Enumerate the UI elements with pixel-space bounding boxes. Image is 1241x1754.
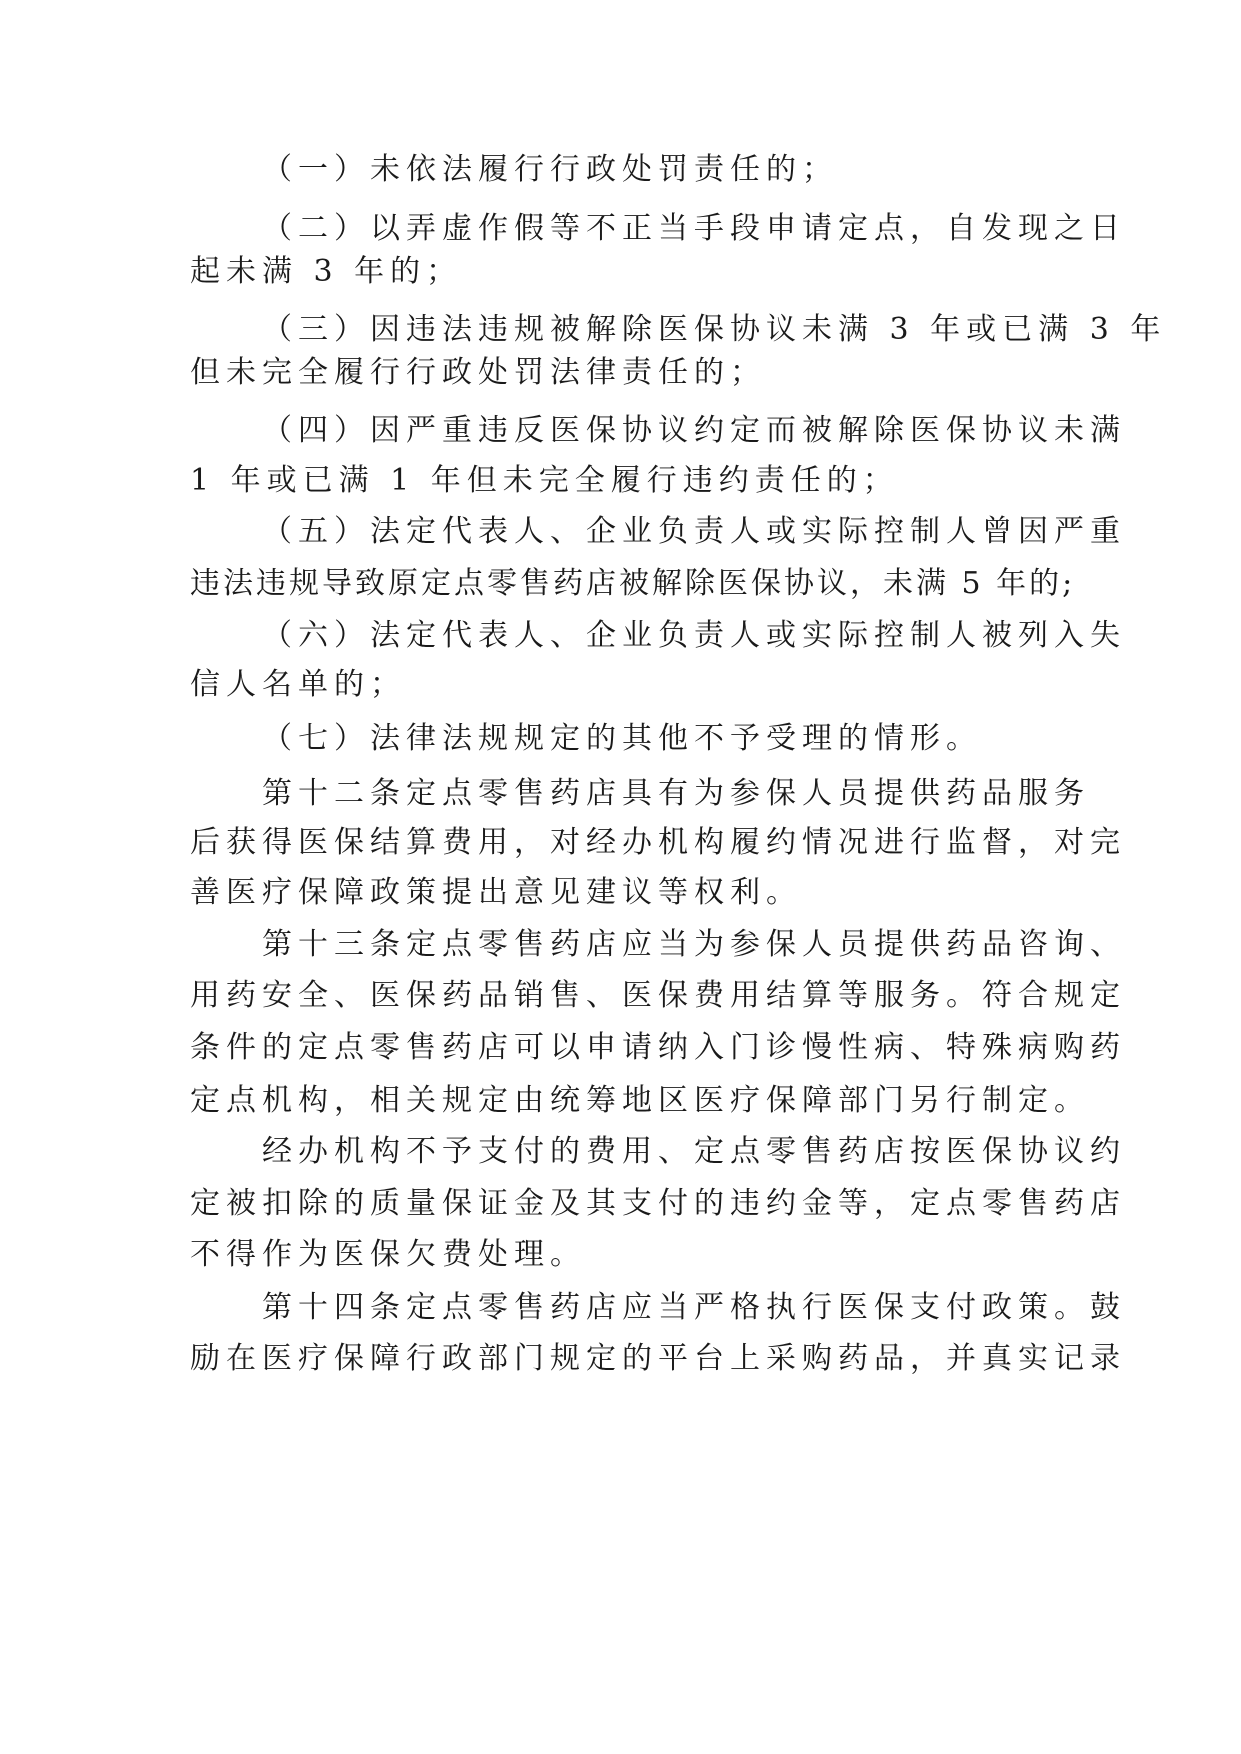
text-line: （六）法定代表人、企业负责人或实际控制人被列入失 [262, 618, 1126, 653]
text-line: 定被扣除的质量保证金及其支付的违约金等，定点零售药店 [190, 1186, 1126, 1221]
text-line: （二）以弄虚作假等不正当手段申请定点，自发现之日 [262, 211, 1126, 246]
text-line: 励在医疗保障行政部门规定的平台上采购药品，并真实记录 [190, 1341, 1126, 1376]
text-line: （一）未依法履行行政处罚责任的； [262, 152, 838, 187]
text-line: 条件的定点零售药店可以申请纳入门诊慢性病、特殊病购药 [190, 1030, 1126, 1065]
text-line: （三）因违法违规被解除医保协议未满 3 年或已满 3 年 [262, 312, 1167, 347]
text-line: 经办机构不予支付的费用、定点零售药店按医保协议约 [262, 1134, 1126, 1169]
text-line: 第十四条定点零售药店应当严格执行医保支付政策。鼓 [262, 1290, 1126, 1325]
text-line: 第十二条定点零售药店具有为参保人员提供药品服务 [262, 776, 1090, 811]
text-line: 善医疗保障政策提出意见建议等权利。 [190, 875, 802, 910]
text-line: 用药安全、医保药品销售、医保费用结算等服务。符合规定 [190, 978, 1126, 1013]
text-line: 违法违规导致原定点零售药店被解除医保协议，未满 5 年的; [190, 566, 1076, 601]
text-line: （四）因严重违反医保协议约定而被解除医保协议未满 [262, 413, 1126, 448]
text-line: 不得作为医保欠费处理。 [190, 1237, 586, 1272]
text-line: （五）法定代表人、企业负责人或实际控制人曾因严重 [262, 514, 1126, 549]
text-line: 第十三条定点零售药店应当为参保人员提供药品咨询、 [262, 927, 1126, 962]
text-line: 定点机构，相关规定由统筹地区医疗保障部门另行制定。 [190, 1083, 1090, 1118]
text-line: 1 年或已满 1 年但未完全履行违约责任的； [190, 463, 899, 498]
text-line: （七）法律法规规定的其他不予受理的情形。 [262, 721, 982, 756]
text-line: 但未完全履行行政处罚法律责任的； [190, 355, 766, 390]
text-line: 起未满 3 年的； [190, 254, 463, 289]
text-line: 信人名单的； [190, 667, 406, 702]
text-line: 后获得医保结算费用，对经办机构履约情况进行监督，对完 [190, 825, 1126, 860]
